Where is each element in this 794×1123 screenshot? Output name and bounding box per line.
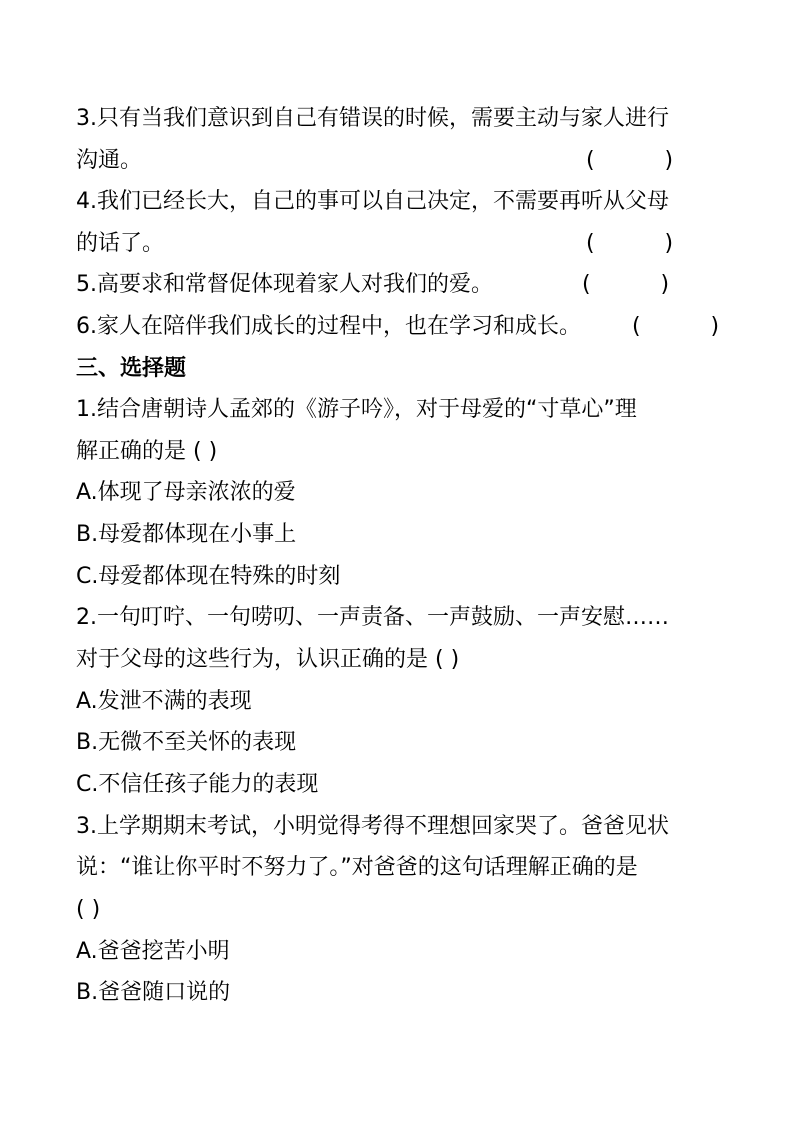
choice-q2-line2: 对于父母的这些行为，认识正确的是 ( ) [76,647,460,672]
choice-q1-option-b: B.母爱都体现在小事上 [76,522,297,547]
judgment-q5-line [76,264,736,305]
judgment-q3-line1: 3.只有当我们意识到自己有错误的时候，需要主动与家人进行 [76,106,669,131]
judgment-q5-answer-blank: ( ) [582,272,670,297]
choice-q3-answer-blank: ( ) [76,897,101,922]
choice-q3-option-a: A.爸爸挖苦小明 [76,939,230,964]
judgment-q6-line [76,306,736,347]
choice-q3-line1: 3.上学期期末考试，小明觉得考得不理想回家哭了。爸爸见状 [76,814,669,839]
judgment-q4-line2 [76,223,736,264]
choice-q1-option-a: A.体现了母亲浓浓的爱 [76,480,296,505]
judgment-q3-answer-blank: ( ) [586,148,674,173]
choice-q2-line1: 2.一句叮咛、一句唠叨、一声责备、一声鼓励、一声安慰…… [76,605,669,630]
section-heading-choice: 三、选择题 [76,356,187,381]
judgment-q4-text: 的话了。 [76,231,165,256]
choice-q2-option-c: C.不信任孩子能力的表现 [76,772,319,797]
judgment-q4-answer-blank: ( ) [586,231,674,256]
judgment-q5-text: 5.高要求和常督促体现着家人对我们的爱。 [76,272,493,297]
judgment-q4-line1: 4.我们已经长大，自己的事可以自己决定，不需要再听从父母 [76,189,669,214]
choice-q1-option-c: C.母爱都体现在特殊的时刻 [76,564,341,589]
choice-q1-line2: 解正确的是 ( ) [76,439,218,464]
choice-q3-option-b: B.爸爸随口说的 [76,980,231,1005]
judgment-q6-answer-blank: ( ) [632,314,720,339]
choice-q2-option-b: B.无微不至关怀的表现 [76,730,297,755]
judgment-q3-line2 [76,140,736,181]
choice-q3-line2: 说：“谁让你平时不努力了。”对爸爸的这句话理解正确的是 [76,855,638,880]
choice-q2-option-a: A.发泄不满的表现 [76,689,252,714]
judgment-q3-text: 沟通。 [76,148,143,173]
choice-q1-line1: 1.结合唐朝诗人孟郊的《游子吟》，对于母爱的“寸草心”理 [76,397,637,422]
judgment-q6-text: 6.家人在陪伴我们成长的过程中，也在学习和成长。 [76,314,581,339]
